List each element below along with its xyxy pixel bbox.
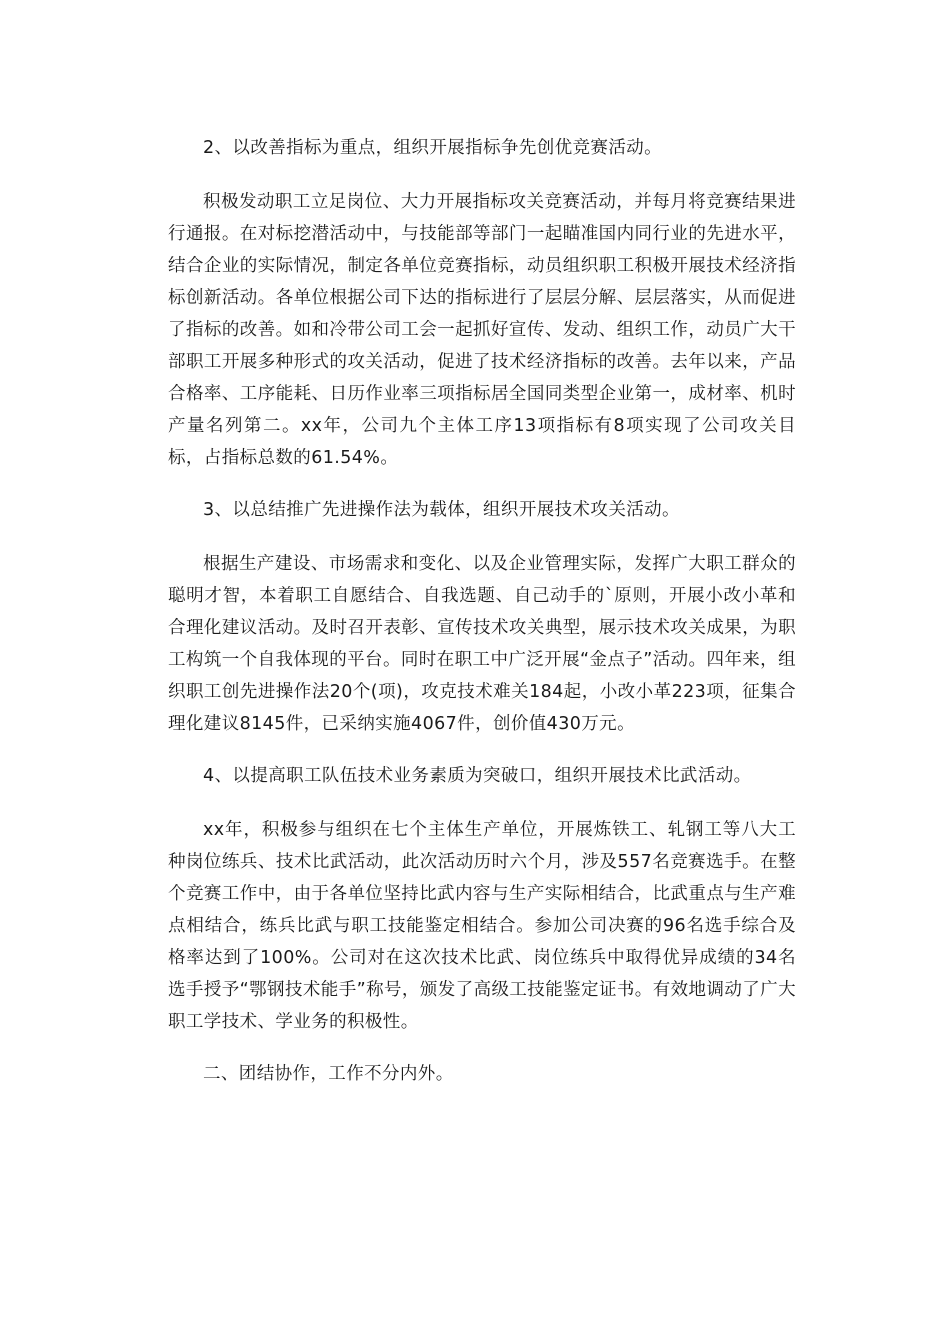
paragraph-indicator-competition: 积极发动职工立足岗位、大力开展指标攻关竞赛活动，并每月将竞赛结果进行通报。在对标挖潜活动中，与技能部等部门一起瞄准国内同行业的先进水平，结合企业的实际情况，制定各单位竞赛指标，动员组织职工积极开展技术经济指标创新活动。各单位根据公司下达的指标进行了层层分解、层层落实，从而促进了指标的改善。如和冷带公司工会一起抓好宣传、发动、组织工作，动员广大干部职工开展多种形式的攻关活动，促进了技术经济指标的改善。去年以来，产品合格率、工序能耗、日历作业率三项指标居全国同类型企业第一，成材率、机时产量名列第二。xx年，公司九个主体工序13项指标有8项实现了公司攻关目标，占指标总数的61.54%。: [168, 192, 796, 468]
document-body: [168, 132, 796, 1112]
paragraph-technical-innovation: 根据生产建设、市场需求和变化、以及企业管理实际，发挥广大职工群众的聪明才智，本着职工自愿结合、自我选题、自己动手的`原则，开展小改小革和合理化建议活动。及时召开表彰、宣传技术攻关典型，展示技术攻关成果，为职工构筑一个自我体现的平台。同时在职工中广泛开展“金点子”活动。四年来，组织职工创先进操作法20个(项)，攻克技术难关184起，小改小革223项，征集合理化建议8145件，已采纳实施4067件，创价值430万元。: [168, 554, 796, 734]
section-heading-3: 3、以总结推广先进操作法为载体，组织开展技术攻关活动。: [203, 500, 680, 520]
section-heading-4: 4、以提高职工队伍技术业务素质为突破口，组织开展技术比武活动。: [203, 766, 752, 786]
section-heading-ii: 二、团结协作，工作不分内外。: [203, 1064, 454, 1084]
paragraph-skills-contest: xx年，积极参与组织在七个主体生产单位，开展炼铁工、轧钢工等八大工种岗位练兵、技术比武活动，此次活动历时六个月，涉及557名竞赛选手。在整个竞赛工作中，由于各单位坚持比武内容与生产实际相结合，比武重点与生产难点相结合，练兵比武与职工技能鉴定相结合。参加公司决赛的96名选手综合及格率达到了100%。公司对在这次技术比武、岗位练兵中取得优异成绩的34名选手授予“鄂钢技术能手”称号，颁发了高级工技能鉴定证书。有效地调动了广大职工学技术、学业务的积极性。: [168, 820, 796, 1032]
section-heading-2: 2、以改善指标为重点，组织开展指标争先创优竞赛活动。: [203, 138, 663, 158]
